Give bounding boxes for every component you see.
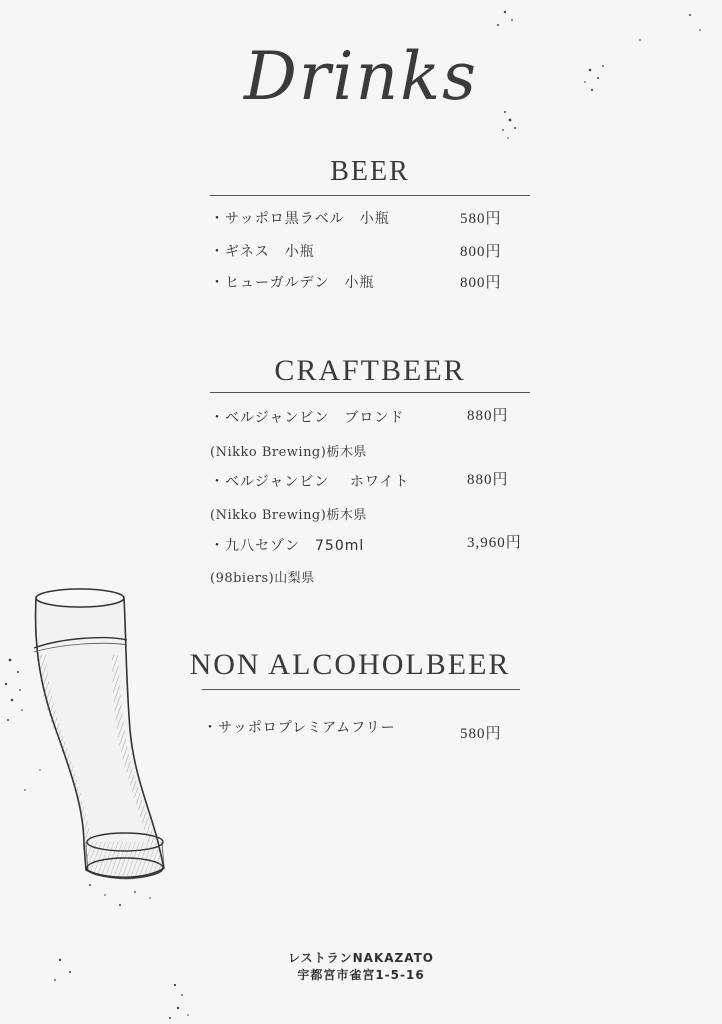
menu-item-price: 800円 xyxy=(460,275,502,291)
section-heading-nonalcohol: NON ALCOHOLBEER xyxy=(189,648,511,681)
restaurant-address: 宇都宮市雀宮1-5-16 xyxy=(297,968,425,982)
menu-item-name: ・サッポロプレミアムフリー xyxy=(203,720,396,736)
restaurant-name: レストランNAKAZATO xyxy=(288,951,434,965)
menu-item-name: ・ヒューガルデン 小瓶 xyxy=(210,275,375,291)
section-rule-nonalcohol xyxy=(202,689,520,690)
menu-item-name: ・ギネス 小瓶 xyxy=(210,244,315,260)
beer-glass-icon xyxy=(26,580,186,890)
menu-item-name: ・サッポロ黒ラベル 小瓶 xyxy=(210,211,390,227)
menu-item-price: 580円 xyxy=(460,726,502,742)
menu-item-name: ・九八セゾン 750ml xyxy=(210,538,365,554)
section-rule-beer xyxy=(210,195,530,196)
menu-item-price: 3,960円 xyxy=(467,535,522,551)
menu-item-price: 800円 xyxy=(460,244,502,260)
menu-item-name: ・ベルジャンビン ブロンド xyxy=(210,410,405,426)
section-heading-beer: BEER xyxy=(330,156,410,187)
menu-item-price: 880円 xyxy=(467,408,509,424)
section-rule-craftbeer xyxy=(210,392,530,393)
menu-item-price: 880円 xyxy=(467,472,509,488)
menu-item-origin: (98biers)山梨県 xyxy=(210,571,315,586)
menu-item-name: ・ベルジャンビン ホワイト xyxy=(210,474,410,490)
menu-item-origin: (Nikko Brewing)栃木県 xyxy=(210,445,367,460)
menu-item-price: 580円 xyxy=(460,211,502,227)
page-title: Drinks xyxy=(244,38,478,115)
menu-item-origin: (Nikko Brewing)栃木県 xyxy=(210,508,367,523)
section-heading-craftbeer: CRAFTBEER xyxy=(274,354,466,387)
